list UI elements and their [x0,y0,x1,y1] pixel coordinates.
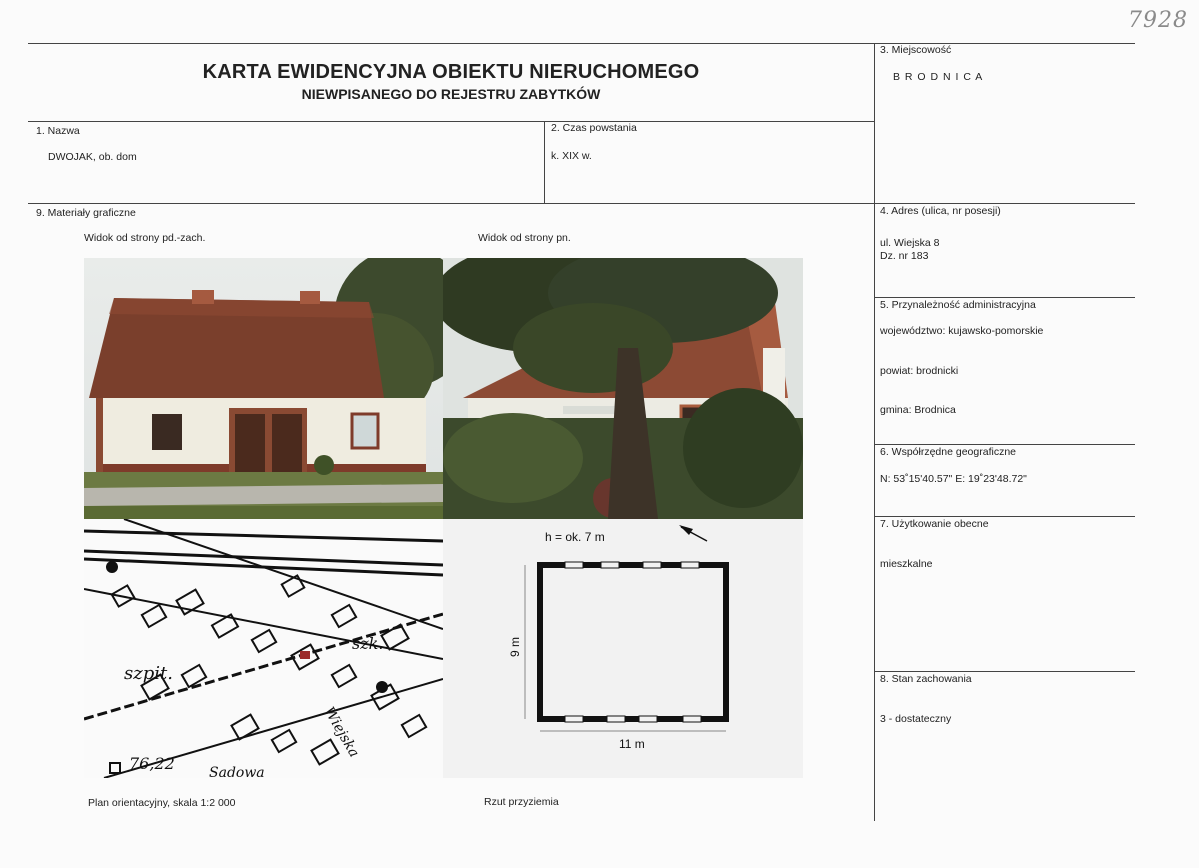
photo-southwest-view [84,258,443,519]
field-condition-label: 8. Stan zachowania [880,673,972,685]
field-graphics-label: 9. Materiały graficzne [36,207,136,219]
photo-north-view [443,258,803,519]
field-condition-value: 3 - dostateczny [880,713,952,725]
plan-depth-label: 9 m [508,636,522,657]
ground-plan [443,519,803,778]
field-locality-label: 3. Miejscowość [880,44,952,56]
field-county: powiat: brodnicki [880,365,959,377]
field-admin-label: 5. Przynależność administracyjna [880,299,1036,311]
page-title: KARTA EWIDENCYJNA OBIEKTU NIERUCHOMEGO [202,61,700,83]
rule-below-address [874,297,1135,298]
field-address-parcel: Dz. nr 183 [880,250,929,262]
photo2-caption: Widok od strony pn. [478,232,571,244]
right-column-divider [874,43,875,821]
map-label-sadowa: Sadowa [209,765,265,778]
handwritten-number: 7928 [1128,8,1188,33]
field-address-street: ul. Wiejska 8 [880,237,940,249]
plan-height-label: h = ok. 7 m [545,530,605,544]
page-subtitle: NIEWPISANEGO DO REJESTRU ZABYTKÓW [301,86,601,102]
map-label-wiejska: Wiejska [320,704,363,761]
field-voivodeship: województwo: kujawsko-pomorskie [880,325,1044,337]
top-rule [28,43,1135,44]
plan-caption: Rzut przyziemia [484,796,559,808]
field-commune: gmina: Brodnica [880,404,956,416]
rule-below-admin [874,444,1135,445]
plan-width-label: 11 m [619,737,645,751]
field-name-label: 1. Nazwa [36,125,80,137]
map-label-elevation: 76,22 [129,754,175,773]
rule-below-names [28,203,1135,204]
field-address-label: 4. Adres (ulica, nr posesji) [880,205,1001,217]
field-name-value: DWOJAK, ob. dom [48,151,137,163]
field-usage-label: 7. Użytkowanie obecne [880,518,989,530]
map-label-hospital: szpit. [124,663,173,684]
rule-below-coords [874,516,1135,517]
map-label-school: szk. [352,634,384,653]
field-coords-label: 6. Współrzędne geograficzne [880,446,1016,458]
map-caption: Plan orientacyjny, skala 1:2 000 [88,797,236,809]
photo1-caption: Widok od strony pd.-zach. [84,232,206,244]
rule-below-title [28,121,874,122]
orientation-map [84,519,443,778]
field-usage-value: mieszkalne [880,558,933,570]
rule-below-usage [874,671,1135,672]
field-coords-value: N: 53˚15'40.57" E: 19˚23'48.72" [880,473,1027,485]
field-date-value: k. XIX w. [551,150,592,162]
field-locality-value: B R O D N I C A [893,71,984,83]
name-date-divider [544,121,545,203]
field-date-label: 2. Czas powstania [551,122,637,134]
